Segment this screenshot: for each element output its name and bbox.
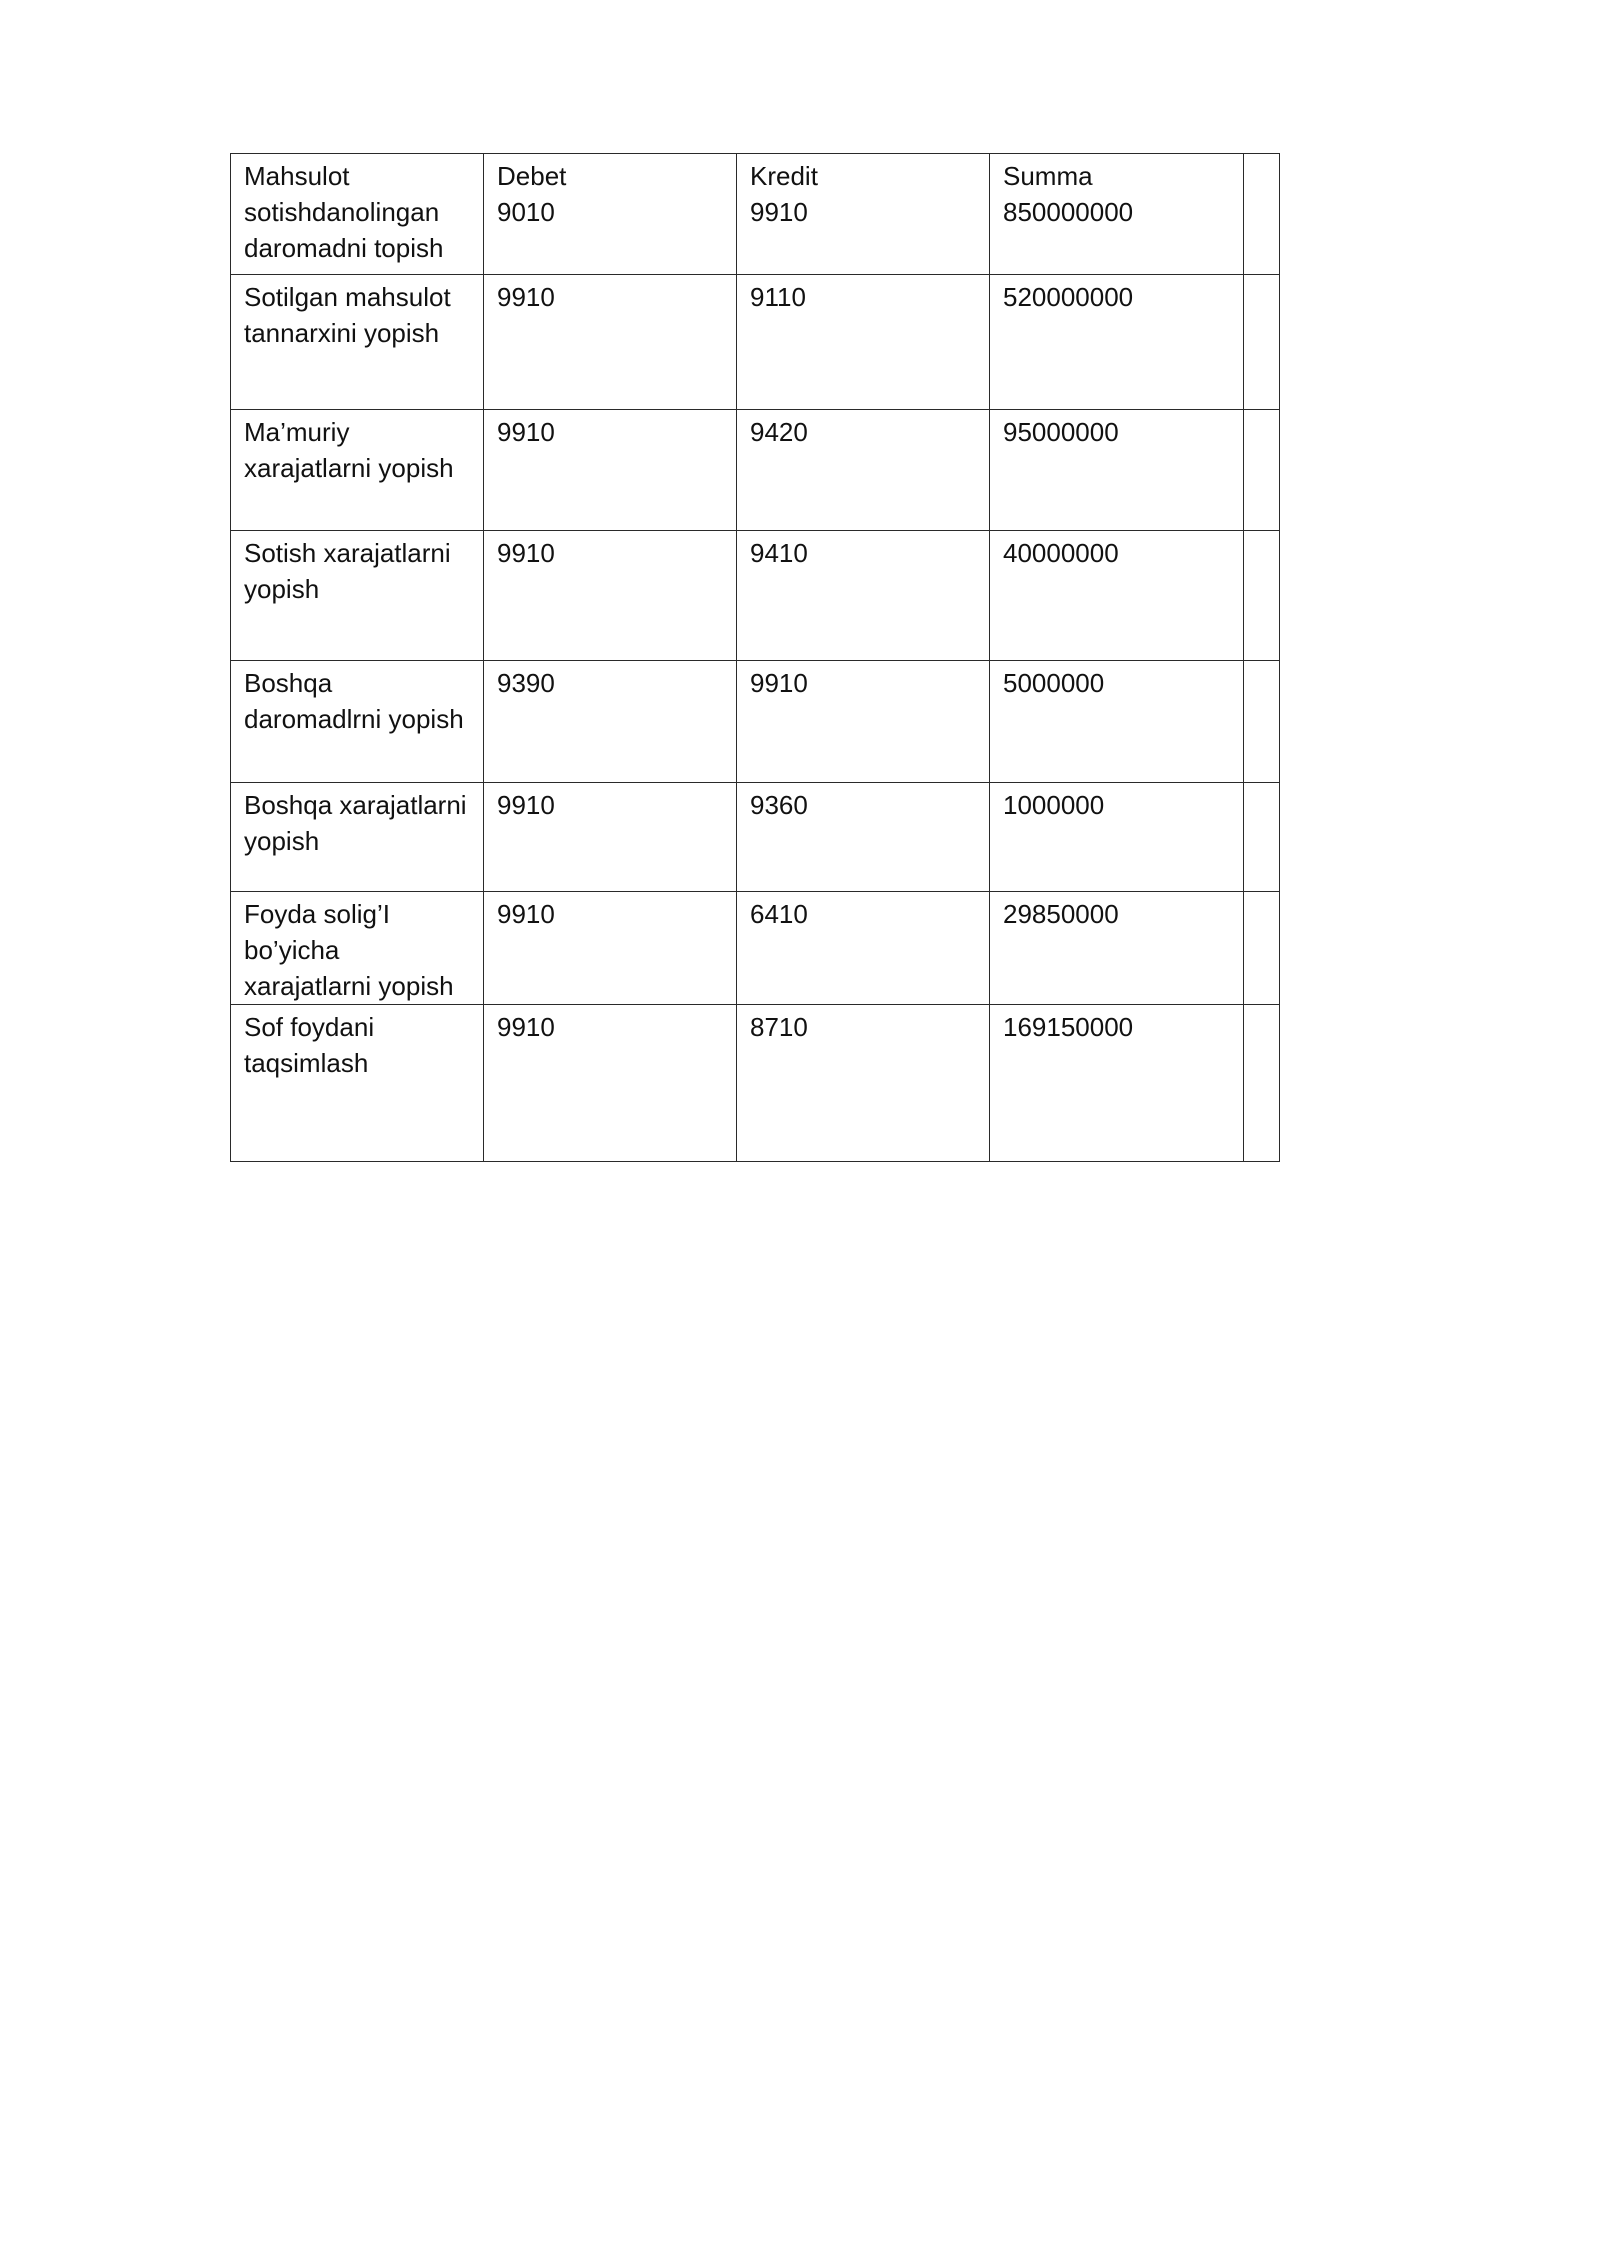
- debet-value: 9910: [484, 1005, 737, 1162]
- empty-cell: [1244, 154, 1280, 275]
- kredit-cell: [737, 154, 990, 275]
- summa-value: 5000000: [990, 661, 1244, 783]
- empty-cell: [1244, 783, 1280, 892]
- table-row: [231, 1005, 1280, 1162]
- table-row: [231, 154, 1280, 275]
- table-row: [231, 892, 1280, 1005]
- kredit-value: 8710: [737, 1005, 990, 1162]
- description-cell: Foyda solig’I bo’yicha xarajatlarni yopish: [231, 892, 484, 1005]
- kredit-value: 9910: [737, 661, 990, 783]
- debet-value: 9910: [484, 275, 737, 410]
- debet-value: 9010: [497, 197, 555, 227]
- summa-value: 95000000: [990, 410, 1244, 531]
- table-row: [231, 275, 1280, 410]
- ledger-table: [230, 153, 1280, 1162]
- description-cell: [231, 154, 484, 275]
- summa-value: 29850000: [990, 892, 1244, 1005]
- debet-cell: [484, 154, 737, 275]
- debet-value: 9390: [484, 661, 737, 783]
- kredit-value: 9110: [737, 275, 990, 410]
- empty-cell: [1244, 892, 1280, 1005]
- description-cell: Ma’muriy xarajatlarni yopish: [231, 410, 484, 531]
- empty-cell: [1244, 275, 1280, 410]
- summa-value: 169150000: [990, 1005, 1244, 1162]
- empty-cell: [1244, 661, 1280, 783]
- description-cell: Boshqa xarajatlarni yopish: [231, 783, 484, 892]
- kredit-header: Kredit: [750, 161, 818, 191]
- table-row: [231, 661, 1280, 783]
- description-text: Mahsulot sotishdanolingan daromadni topish: [244, 161, 444, 263]
- summa-value: 850000000: [1003, 197, 1134, 227]
- description-cell: Sotilgan mahsulot tannarxini yopish: [231, 275, 484, 410]
- kredit-value: 9410: [737, 531, 990, 661]
- description-cell: Boshqa daromadlrni yopish: [231, 661, 484, 783]
- kredit-value: 9420: [737, 410, 990, 531]
- debet-header: Debet: [497, 161, 567, 191]
- summa-value: 1000000: [990, 783, 1244, 892]
- summa-value: 520000000: [990, 275, 1244, 410]
- summa-header: Summa: [1003, 161, 1093, 191]
- debet-value: 9910: [484, 410, 737, 531]
- table-row: [231, 531, 1280, 661]
- description-cell: Sotish xarajatlarni yopish: [231, 531, 484, 661]
- kredit-value: 6410: [737, 892, 990, 1005]
- table-row: [231, 410, 1280, 531]
- debet-value: 9910: [484, 783, 737, 892]
- description-cell: Sof foydani taqsimlash: [231, 1005, 484, 1162]
- table-row: [231, 783, 1280, 892]
- empty-cell: [1244, 1005, 1280, 1162]
- empty-cell: [1244, 531, 1280, 661]
- summa-cell: [990, 154, 1244, 275]
- summa-value: 40000000: [990, 531, 1244, 661]
- kredit-value: 9360: [737, 783, 990, 892]
- empty-cell: [1244, 410, 1280, 531]
- kredit-value: 9910: [750, 197, 808, 227]
- debet-value: 9910: [484, 531, 737, 661]
- debet-value: 9910: [484, 892, 737, 1005]
